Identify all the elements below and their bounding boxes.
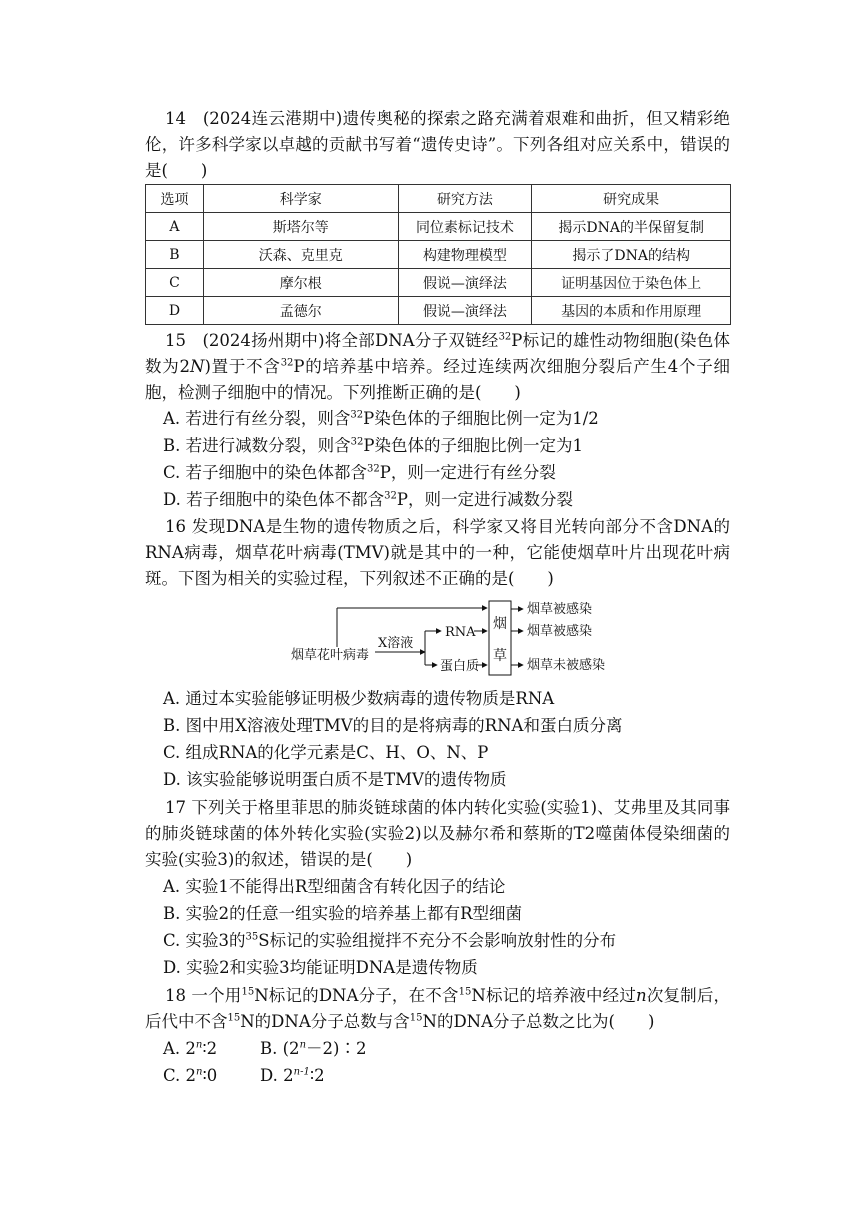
question-number: 17 [165,798,186,817]
tobacco-label-top: 烟 [493,616,507,632]
result-infected: 烟草被感染 [527,624,593,639]
table-header: 研究方法 [398,185,532,213]
isotope-mass: 32 [498,331,512,343]
option-text: C. 2 [163,1066,197,1085]
isotope-mass: 35 [245,931,259,943]
question-text: N标记的培养液中经过 [471,986,637,1005]
table-header: 研究成果 [532,185,731,213]
option-text: B. 实验2的任意一组实验的培养基上都有R型细菌 [163,904,523,923]
exponent: n [299,1039,307,1051]
virus-label: 烟草花叶病毒 [291,648,370,663]
exponent: n-1 [293,1066,310,1078]
question-16 [145,514,730,592]
table-cell: 揭示DNA的半保留复制 [532,213,731,241]
option-d [260,1063,325,1089]
option-text: B. 若进行减数分裂，则含 [163,436,351,455]
rna-label: RNA [445,625,476,640]
table-header: 科学家 [203,185,398,213]
option-text: C. 若子细胞中的染色体都含 [163,463,368,482]
option-b [163,433,583,459]
isotope-mass: 32 [280,357,294,369]
isotope-mass: 15 [409,1012,423,1024]
table-cell: 沃森、克里克 [203,241,398,269]
question-text: N的DNA分子总数之比为( ) [422,1012,655,1031]
option-text: A. 若进行有丝分裂，则含 [163,409,351,428]
option-text: P染色体的子细胞比例一定为1/2 [363,409,599,428]
question-text: 遗传奥秘的探索之路充满着艰难和曲折，但又精彩绝伦，许多科学家以卓越的贡献书写着“遗传史诗”。下列各组对应关系中，错误的是( ) [145,109,730,180]
table-cell: 假说—演绎法 [398,297,532,325]
option-text: D. 若子细胞中的染色体不都含 [163,490,385,509]
question-text: 将全部DNA分子双链经 [324,331,499,350]
x-solution-label: X溶液 [378,636,414,651]
option-text: C. 实验3的 [163,931,246,950]
question-17 [145,795,730,873]
question-number: 15 [165,331,186,350]
option-text: ∶2 [202,1039,218,1058]
protein-label: 蛋白质 [440,659,480,674]
scientist-table [145,184,731,325]
option-c [163,928,616,954]
option-a [163,874,505,900]
question-15 [145,328,730,406]
table-row [146,269,731,297]
variable-n: N [190,357,205,376]
table-cell: 假说—演绎法 [398,269,532,297]
option-text: P染色体的子细胞比例一定为1 [363,436,583,455]
question-text: 次复制后，后代中不含 [145,986,731,1031]
question-text: 发现DNA是生物的遗传物质之后，科学家又将目光转向部分不含DNA的RNA病毒，烟草花叶病毒(TMV)就是其中的一种，它能使烟草叶片出现花叶病斑。下图为相关的实验过程，下列叙述不正确的是( ) [145,517,730,588]
option-c: C. 组成RNA的化学元素是C、H、O、N、P [163,743,489,762]
table-cell: D [146,297,204,325]
option-c [163,460,556,486]
table-header: 选项 [146,185,204,213]
question-text: 一个用 [191,986,242,1005]
isotope-mass: 15 [227,1012,241,1024]
tmv-experiment-diagram [285,598,625,680]
isotope-mass: 32 [367,463,380,475]
option-d: D. 该实验能够说明蛋白质不是TMV的遗传物质 [163,770,507,789]
option-text: A. 实验1不能得出R型细菌含有转化因子的结论 [163,877,506,896]
option-text: D. 2 [260,1066,294,1085]
question-14 [145,106,730,184]
isotope-mass: 15 [241,986,255,998]
isotope-mass: 32 [384,490,397,502]
table-cell: 基因的本质和作用原理 [532,297,731,325]
option-text: S标记的实验组搅拌不充分不会影响放射性的分布 [258,931,617,950]
table-cell: 揭示了DNA的结构 [532,241,731,269]
question-number: 16 [165,517,186,536]
table-cell: 同位素标记技术 [398,213,532,241]
option-text: －2)∶2 [306,1039,367,1058]
option-b: B. 图中用X溶液处理TMV的目的是将病毒的RNA和蛋白质分离 [163,716,623,735]
table-cell: 斯塔尔等 [203,213,398,241]
isotope-mass: 15 [458,986,472,998]
table-header-row [146,185,731,213]
table-cell: A [146,213,204,241]
question-source: (2024连云港期中) [202,109,343,128]
question-text: N的DNA分子总数与含 [240,1012,410,1031]
table-cell: B [146,241,204,269]
option-a [163,1036,217,1062]
option-text: ∶0 [202,1066,218,1085]
table-cell: 孟德尔 [203,297,398,325]
result-not-infected: 烟草未被感染 [527,658,606,673]
option-a: A. 通过本实验能够证明极少数病毒的遗传物质是RNA [163,689,555,708]
table-cell: 证明基因位于染色体上 [532,269,731,297]
isotope-mass: 32 [350,436,364,448]
option-text: ∶2 [309,1066,325,1085]
table-row [146,241,731,269]
option-text: B. (2 [260,1039,300,1058]
question-text: 下列关于格里菲思的肺炎链球菌的体内转化实验(实验1)、艾弗里及其同事的肺炎链球菌的体外转化实验(实验2)以及赫尔希和蔡斯的T2噬菌体侵染细菌的实验(实验3)的叙述，错误的是( ) [145,798,731,869]
exponent: n [196,1066,203,1078]
table-cell: C [146,269,204,297]
result-infected: 烟草被感染 [527,602,593,617]
option-c [163,1063,217,1089]
option-text: P，则一定进行有丝分裂 [379,463,556,482]
option-text: A. 2 [163,1039,196,1058]
option-text: D. 实验2和实验3均能证明DNA是遗传物质 [163,958,478,977]
tobacco-label-bottom: 草 [493,648,507,664]
question-text: )置于不含 [204,357,281,376]
question-text: P标记的雄性动物细胞(染色体数为2 [145,331,730,376]
option-d [163,487,573,513]
option-b [163,901,522,927]
option-d [163,955,478,981]
table-cell: 摩尔根 [203,269,398,297]
option-b [260,1036,366,1062]
option-text: P，则一定进行减数分裂 [396,490,573,509]
question-text: P的培养基中培养。经过连续两次细胞分裂后产生4个子细胞，检测子细胞中的情况。下列推断正确的是( ) [145,357,730,402]
question-text: N标记的DNA分子，在不含 [254,986,459,1005]
isotope-mass: 32 [350,409,364,421]
exponent: n [195,1039,203,1051]
table-row [146,297,731,325]
question-number: 18 [165,986,186,1005]
option-a [163,406,599,432]
variable-n: n [636,986,647,1005]
question-number: 14 [165,109,186,128]
table-cell: 构建物理模型 [398,241,532,269]
question-source: (2024扬州期中) [202,331,325,350]
question-18 [145,983,730,1035]
table-row [146,213,731,241]
